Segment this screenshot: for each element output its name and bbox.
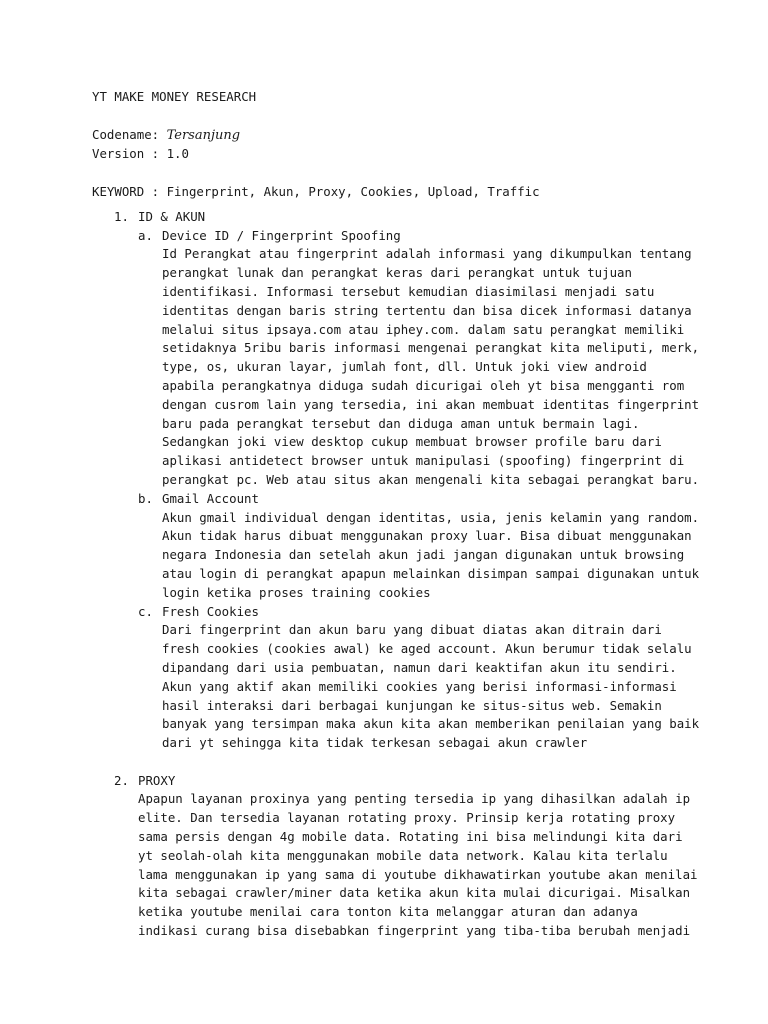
text-line: perangkat pc. Web atau situs akan mengenali kita sebagai perangkat baru. [162,471,700,487]
text-line: lama menggunakan ip yang sama di youtube dikhawatirkan youtube akan menilai [138,866,698,882]
codename-value: Tersanjung [166,127,241,143]
text-line: atau login di perangkat apapun melainkan disimpan sampai digunakan untuk [162,565,700,581]
section-title: PROXY [138,772,176,788]
subsection-letter: b. [138,490,153,506]
text-line: Id Perangkat atau fingerprint adalah informasi yang dikumpulkan tentang [162,246,692,262]
subsection-title: Device ID / Fingerprint Spoofing [162,227,401,243]
subsection-title: Fresh Cookies [162,603,259,619]
subsection-gmail [92,490,728,509]
codename-label: Codename: [92,126,160,142]
text-line: Akun yang aktif akan memiliki cookies yang berisi informasi-informasi [162,678,677,694]
text-line: perangkat lunak dan perangkat keras dari perangkat untuk tujuan [162,265,632,281]
paragraph-cookies [92,621,728,753]
version-line: Version : 1.0 [92,146,189,162]
subsection-letter: a. [138,227,153,243]
text-line: login ketika proses training cookies [162,584,431,600]
section-number: 1. [114,208,129,224]
subsection-cookies [92,603,728,622]
text-line: aplikasi antidetect browser untuk manipulasi (spoofing) fingerprint di [162,453,685,469]
text-line: sama persis dengan 4g mobile data. Rotating ini bisa melindungi kita dari [138,829,683,845]
section-number: 2. [114,772,129,788]
paragraph-proxy [92,790,728,940]
text-line: Dari fingerprint dan akun baru yang dibuat diatas akan ditrain dari [162,622,662,638]
text-line: elite. Dan tersedia layanan rotating proxy. Prinsip kerja rotating proxy [138,810,676,826]
text-line: melalui situs ipsaya.com atau iphey.com. dalam satu perangkat memiliki [162,321,685,337]
paragraph-fingerprint [92,245,728,489]
paragraph-gmail [92,509,728,603]
section-proxy [92,772,728,791]
text-line: type, os, ukuran layar, jumlah font, dll. Untuk joki view android [162,359,647,375]
text-line: baru pada perangkat tersebut dan diduga aman untuk bermain lagi. [162,415,640,431]
text-line: hasil interaksi dari berbagai kunjungan ke situs-situs web. Semakin [162,697,662,713]
subsection-letter: c. [138,603,153,619]
text-line: banyak yang tersimpan maka akun kita akan memberikan penilaian yang baik [162,716,700,732]
codename-line [92,126,728,146]
text-line: Akun gmail individual dengan identitas, usia, jenis kelamin yang random. [162,509,700,525]
text-line: Apapun layanan proxinya yang penting tersedia ip yang dihasilkan adalah ip [138,791,691,807]
section-title: ID & AKUN [138,208,206,224]
text-line: negara Indonesia dan setelah akun jadi jangan digunakan untuk browsing [162,547,685,563]
text-line: yt seolah-olah kita menggunakan mobile data network. Kalau kita terlalu [138,847,668,863]
text-line: indikasi curang bisa disebabkan fingerprint yang tiba-tiba berubah menjadi [138,923,691,939]
doc-title: YT MAKE MONEY RESEARCH [92,89,257,104]
text-line: dari yt sehingga kita tidak terkesan sebagai akun crawler [162,735,588,751]
subsection-title: Gmail Account [162,490,259,506]
text-line: kita sebagai crawler/miner data ketika akun kita mulai dicurigai. Misalkan [138,885,691,901]
text-line: dipandang dari usia pembuatan, namun dari keaktifan akun itu sendiri. [162,659,677,675]
text-line: identitas dengan baris string tertentu dan bisa dicek informasi datanya [162,302,692,318]
subsection-fingerprint [92,227,728,246]
text-line: setidaknya 5ribu baris informasi mengenai perangkat kita meliputi, merk, [162,340,700,356]
text-line: ketika youtube menilai cara tonton kita melanggar aturan dan adanya [138,904,638,920]
text-line: dengan cusrom lain yang tersedia, ini akan membuat identitas fingerprint [162,396,700,412]
text-line: fresh cookies (cookies awal) ke aged account. Akun berumur tidak selalu [162,641,692,657]
text-line: apabila perangkatnya diduga sudah dicurigai oleh yt bisa mengganti rom [162,377,685,393]
section-id-akun [92,208,728,227]
text-line: Sedangkan joki view desktop cukup membuat browser profile baru dari [162,434,662,450]
text-line: Akun tidak harus dibuat menggunakan proxy luar. Bisa dibuat menggunakan [162,528,692,544]
text-line: identifikasi. Informasi tersebut kemudian diasimilasi menjadi satu [162,283,655,299]
keyword-line: KEYWORD : Fingerprint, Akun, Proxy, Cookies, Upload, Traffic [92,183,540,199]
